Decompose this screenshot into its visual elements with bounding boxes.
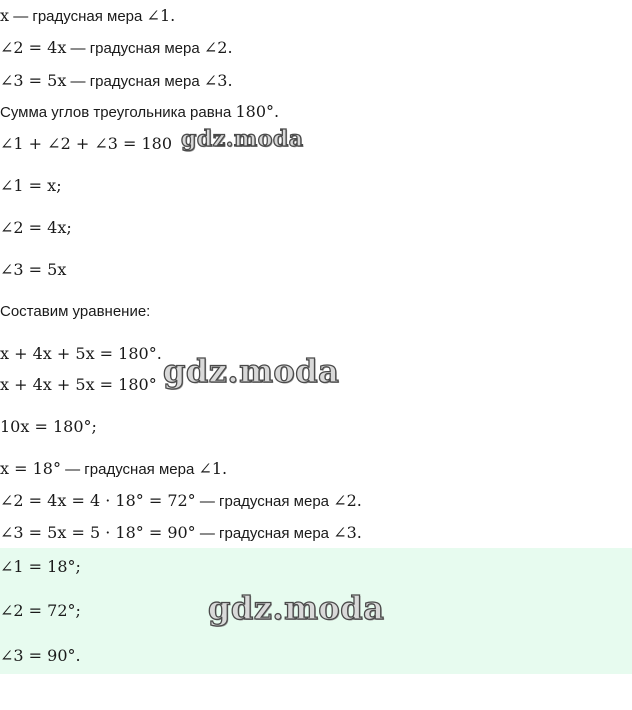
solution-line-1: [0, 6, 175, 27]
text-fragment: — градусная мера: [9, 8, 147, 25]
math-expression: ∠3.: [333, 523, 362, 542]
math-expression: ∠2 = 4x;: [0, 218, 72, 237]
math-expression: x: [0, 6, 10, 25]
math-expression: 180°.: [235, 102, 280, 121]
solution-line-7: [0, 218, 72, 239]
answer-line-2: [0, 601, 81, 622]
answer-line-3: [0, 646, 81, 667]
math-expression: ∠3 = 5x: [0, 260, 67, 279]
math-expression: ∠1.: [146, 6, 176, 25]
math-expression: x + 4x + 5x = 180°.: [0, 344, 162, 363]
answer-line-1: [0, 557, 81, 578]
solution-line-5: [0, 134, 172, 155]
math-expression: ∠3.: [203, 71, 233, 90]
math-expression: x = 18°: [0, 459, 61, 478]
math-expression: ∠2 = 4x: [0, 38, 67, 57]
solution-line-14: [0, 491, 362, 512]
text-fragment: Сумма углов треугольника равна: [0, 104, 236, 121]
math-expression: ∠1 = 18°;: [0, 557, 81, 576]
math-expression: ∠2 = 4x = 4 · 18° = 72°: [0, 491, 196, 510]
solution-line-15: [0, 523, 362, 544]
math-expression: ∠2 = 72°;: [0, 601, 81, 620]
solution-line-8: [0, 260, 66, 281]
math-expression: ∠1 + ∠2 + ∠3 = 180: [0, 134, 173, 153]
solution-line-6: [0, 176, 62, 197]
math-expression: ∠2.: [203, 38, 233, 57]
math-expression: ∠3 = 5x: [0, 71, 67, 90]
math-expression: x + 4x + 5x = 180°: [0, 375, 157, 394]
math-expression: ∠1.: [198, 459, 228, 478]
solution-line-11: [0, 375, 157, 396]
solution-line-4: [0, 102, 279, 123]
text-fragment: — градусная мера: [66, 73, 204, 90]
text-fragment: — градусная мера: [66, 40, 204, 57]
watermark-logo: gdz.moda: [181, 126, 304, 152]
text-fragment: — градусная мера: [60, 461, 199, 478]
watermark-logo: gdz.moda: [208, 589, 385, 627]
math-expression: 10x = 180°;: [0, 417, 97, 436]
solution-line-9: [0, 302, 150, 322]
math-expression: ∠1 = x;: [0, 176, 62, 195]
solution-line-3: [0, 71, 233, 92]
solution-line-2: [0, 38, 233, 59]
text-fragment: Составим уравнение:: [0, 303, 151, 320]
solution-line-10: [0, 344, 162, 365]
math-expression: ∠2.: [333, 491, 362, 510]
text-fragment: — градусная мера: [195, 525, 334, 542]
solution-line-12: [0, 417, 97, 438]
text-fragment: — градусная мера: [195, 493, 334, 510]
watermark-logo: gdz.moda: [163, 352, 340, 390]
math-expression: ∠3 = 5x = 5 · 18° = 90°: [0, 523, 196, 542]
solution-line-13: [0, 459, 227, 480]
math-expression: ∠3 = 90°.: [0, 646, 81, 665]
